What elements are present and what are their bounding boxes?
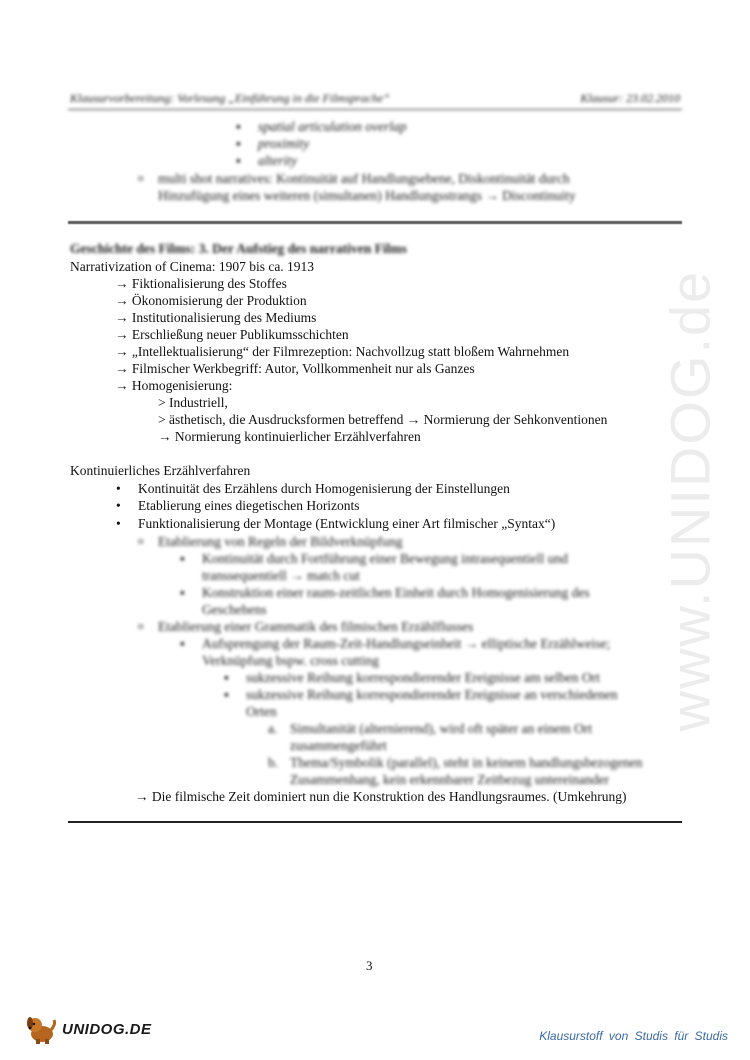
list-item: ▪ sukzessive Reihung korrespondierender Ereignisse an verschiedenen [246, 686, 618, 703]
section-heading: Geschichte des Films: 3. Der Aufstieg des narrativen Films [70, 241, 407, 256]
list-item: > ästhetisch, die Ausdrucksformen betreffend → Normierung der Sehkonventionen [158, 412, 608, 427]
list-item: → Filmischer Werkbegriff: Autor, Vollkommenheit nur als Ganzes [115, 361, 475, 376]
list-item: ▪ Aufsprengung der Raum-Zeit-Handlungseinheit → elliptische Erzählweise; [202, 635, 610, 652]
list-item: Thema/Symbolik (parallel), steht in keinem handlungsbezogenen [290, 755, 643, 770]
list-item: • Kontinuität des Erzählens durch Homogenisierung der Einstellungen [138, 480, 510, 497]
list-item: • Funktionalisierung der Montage (Entwicklung einer Art filmischer „Syntax“) [138, 515, 555, 532]
list-item-continuation: Geschehens [202, 602, 267, 617]
list-item-continuation: Hinzufügung eines weiteren (simultanen) Handlungsstrangs → Discontinuity [158, 188, 576, 203]
watermark-text: www.UNIDOG.de [658, 269, 722, 731]
list-item: o Etablierung von Regeln der Bildverknüpfung [158, 533, 402, 550]
list-item: → Normierung kontinuierlicher Erzählverfahren [158, 429, 421, 444]
header-title: Klausurvorbereitung: Vorlesung „Einführung in die Filmsprache“ [70, 91, 390, 105]
list-item: → Homogenisierung: [115, 378, 233, 393]
list-item-continuation: Verknüpfung bspw. cross cutting [202, 653, 379, 668]
list-item: ▪ spatial articulation overlap [258, 118, 407, 135]
logo-text: UNIDOG.DE [62, 1020, 152, 1038]
footer-rule [68, 821, 682, 823]
list-item: ▪ alterity [258, 152, 297, 169]
list-item: → Institutionalisierung des Mediums [115, 310, 317, 325]
list-item: ▪ Konstruktion einer raum-zeitlichen Einheit durch Homogenisierung des [202, 584, 590, 601]
list-item-continuation: transsequentiell → match cut [202, 568, 360, 583]
list-item: ▪ Kontinuität durch Fortführung einer Bewegung intrasequentiell und [202, 550, 568, 567]
kontinuierlich-title: Kontinuierliches Erzählverfahren [70, 463, 251, 478]
section-divider [68, 221, 682, 224]
list-marker: a. [268, 721, 278, 736]
list-item: > Industriell, [158, 395, 228, 410]
list-item: Simultanität (alternierend), wird oft später an einem Ort [290, 721, 593, 736]
watermark [630, 260, 750, 740]
list-item: • Etablierung eines diegetischen Horizonts [138, 497, 360, 514]
list-item: o multi shot narratives: Kontinuität auf Handlungsebene, Diskontinuität durch [158, 170, 570, 187]
unidog-logo [24, 1012, 152, 1046]
footer-tagline: Klausurstoff von Studis für Studis [539, 1029, 728, 1043]
list-item: → „Intellektualisierung“ der Filmrezeption: Nachvollzug statt bloßem Wahrnehmen [115, 344, 570, 359]
list-item: o Etablierung einer Grammatik des filmischen Erzählflusses [158, 618, 473, 635]
conclusion-line: → Die filmische Zeit dominiert nun die Konstruktion des Handlungsraumes. (Umkehrung) [135, 789, 627, 804]
header-rule [68, 109, 682, 110]
list-item: → Fiktionalisierung des Stoffes [115, 276, 287, 291]
header-date: Klausur: 23.02.2010 [580, 91, 680, 105]
list-item-continuation: Orten [246, 704, 277, 719]
page-number: 3 [366, 958, 373, 973]
list-item-continuation: Zusammenhang, kein erkennbarer Zeitbezug untereinander [290, 772, 609, 787]
narrativization-title: Narrativization of Cinema: 1907 bis ca. 1913 [70, 259, 315, 274]
list-item: → Ökonomisierung der Produktion [115, 293, 307, 308]
dog-icon [24, 1012, 58, 1046]
list-item-continuation: zusammengeführt [290, 738, 387, 753]
list-marker: b. [268, 755, 279, 770]
list-item: ▪ sukzessive Reihung korrespondierender Ereignisse am selben Ort [246, 669, 600, 686]
list-item: ▪ proximity [258, 135, 309, 152]
list-item: → Erschließung neuer Publikumsschichten [115, 327, 349, 342]
